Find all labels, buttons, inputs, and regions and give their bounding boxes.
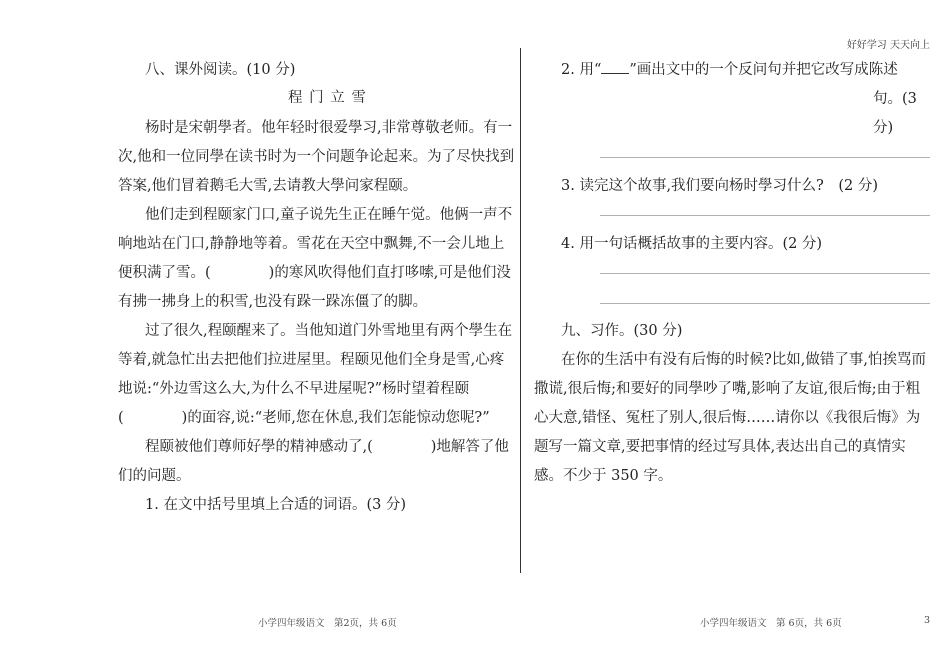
essay-prompt-line: 在你的生活中有没有后悔的时候?比如,做错了事,怕挨骂而 xyxy=(561,352,926,368)
para2-line: 响地站在门口,静静地等着。雪花在天空中飘舞,不一会儿地上 xyxy=(118,236,505,252)
right-footer: 小学四年级语文 第 6页，共 6页 xyxy=(700,618,842,629)
para4-line: 程颐被他们尊师好學的精神感动了,( )地解答了他 xyxy=(145,439,509,455)
para2-line: 有拂一拂身上的积雪,也没有跺一跺冻僵了的脚。 xyxy=(118,294,428,310)
para1-line: 答案,他们冒着鹅毛大雪,去请教大學问家程颐。 xyxy=(118,178,418,194)
page-number: 3 xyxy=(923,615,930,626)
para3-line: 地说:“外边雪这么大,为什么不早进屋呢?”杨时望着程颐 xyxy=(118,381,470,397)
essay-prompt-line: 题写一篇文章,要把事情的经过写具体,表达出自己的真情实 xyxy=(534,439,906,455)
para1-line: 次,他和一位同學在读书时为一个问题争论起来。为了尽快找到 xyxy=(118,149,515,165)
question-1: 1. 在文中括号里填上合适的词语。(3 分) xyxy=(145,497,407,513)
column-divider xyxy=(520,48,521,573)
answer-line[interactable] xyxy=(600,157,930,158)
story-title: 程 门 立 雪 xyxy=(288,90,367,106)
section-9-title: 九、习作。(30 分) xyxy=(561,323,683,339)
essay-prompt-line: 心大意,错怪、冤枉了别人,很后悔……请你以《我很后悔》为 xyxy=(534,410,921,426)
para2-line: 他们走到程颐家门口,童子说先生正在睡午觉。他俩一声不 xyxy=(145,207,513,223)
para3-line: 等着,就急忙出去把他们拉进屋里。程颐见他们全身是雪,心疼 xyxy=(118,352,505,368)
header-tagline: 好好学习 天天向上 xyxy=(846,40,930,51)
essay-prompt-line: 感。不少于 350 字。 xyxy=(534,468,673,484)
question-2-suffix: ”画出文中的一个反问句并把它改写成陈述 xyxy=(629,62,898,78)
question-4: 4. 用一句话概括故事的主要内容。(2 分) xyxy=(561,236,823,252)
section-8-title: 八、课外阅读。(10 分) xyxy=(145,62,296,78)
para3-line: 过了很久,程颐醒来了。当他知道门外雪地里有两个學生在 xyxy=(145,323,513,339)
question-2-line3: 分) xyxy=(873,120,894,136)
underline-mark xyxy=(601,61,629,74)
answer-line[interactable] xyxy=(600,215,930,216)
question-2 xyxy=(561,58,898,79)
question-3: 3. 读完这个故事,我们要向杨时學习什么? (2 分) xyxy=(561,178,878,194)
para3-line: ( )的面容,说:“老师,您在休息,我们怎能惊动您呢?” xyxy=(118,410,490,426)
para2-line: 便积满了雪。( )的寒风吹得他们直打哆嗦,可是他们没 xyxy=(118,265,511,281)
question-2-line2: 句。(3 xyxy=(873,91,917,107)
para4-line: 们的问题。 xyxy=(118,468,191,484)
left-footer: 小学四年级语文 第2页，共 6页 xyxy=(258,618,397,629)
essay-prompt-line: 撒谎,很后悔;和要好的同學吵了嘴,影响了友谊,很后悔;由于粗 xyxy=(534,381,921,397)
answer-line[interactable] xyxy=(600,303,930,304)
para1-line: 杨时是宋朝學者。他年轻时很爱學习,非常尊敬老师。有一 xyxy=(145,120,513,136)
answer-line[interactable] xyxy=(600,273,930,274)
question-2-prefix: 2. 用“ xyxy=(561,62,602,78)
